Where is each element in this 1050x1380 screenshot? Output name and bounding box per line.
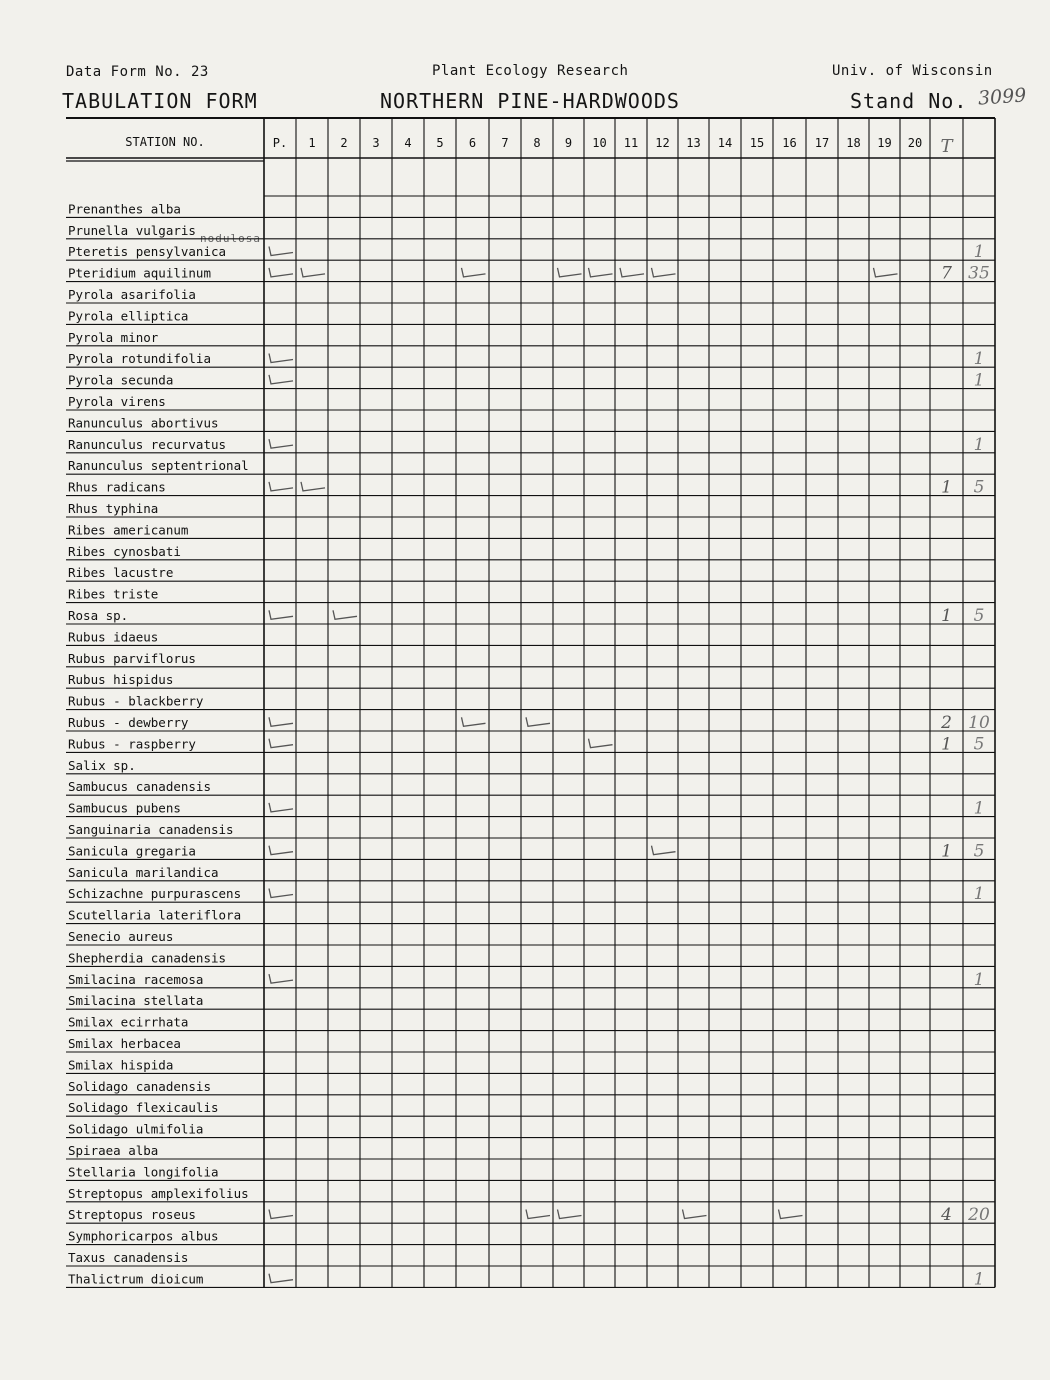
- total-count: 1: [941, 734, 952, 755]
- species-name: Smilacina stellata: [68, 993, 204, 1009]
- frequency-value: 1: [973, 1269, 985, 1290]
- species-name: Taxus canadensis: [68, 1250, 189, 1265]
- check-mark: [269, 375, 293, 384]
- total-count: 4: [941, 1205, 952, 1226]
- species-name: Salix sp.: [68, 757, 136, 773]
- frequency-value: 10: [968, 713, 990, 733]
- check-mark: [526, 1210, 550, 1219]
- frequency-value: 1: [973, 242, 985, 263]
- frequency-value: 5: [973, 734, 985, 755]
- species-name: Solidago flexicaulis: [68, 1100, 219, 1116]
- species-name: Smilax hispida: [68, 1057, 174, 1073]
- station-label: 1: [308, 136, 316, 150]
- check-mark: [269, 803, 293, 812]
- station-label: 19: [877, 136, 892, 150]
- station-label: 6: [468, 136, 477, 150]
- species-name: Rosa sp.: [68, 608, 129, 623]
- form-title: TABULATION FORM: [62, 89, 258, 113]
- check-mark: [269, 889, 293, 898]
- station-label: 12: [655, 136, 670, 150]
- check-mark: [269, 268, 293, 277]
- species-name: Sanguinaria canadensis: [68, 822, 234, 837]
- species-name: Rubus - dewberry: [68, 715, 189, 730]
- check-mark: [683, 1210, 707, 1219]
- handwritten-annotation: nodulosa: [200, 232, 261, 245]
- species-name: Shepherdia canadensis: [68, 950, 227, 966]
- species-name: Smilax ecirrhata: [68, 1014, 189, 1030]
- check-mark: [652, 846, 676, 855]
- check-mark: [462, 268, 486, 277]
- species-name: Pteretis pensylvanica: [68, 244, 227, 260]
- total-count: 7: [941, 263, 952, 284]
- check-mark: [589, 268, 613, 277]
- check-mark: [301, 482, 325, 491]
- check-mark: [269, 354, 293, 363]
- total-count: 1: [941, 477, 952, 498]
- station-label: 8: [533, 136, 541, 150]
- station-no-label: STATION NO.: [125, 135, 205, 149]
- species-name: Ribes lacustre: [68, 565, 174, 581]
- station-label: 10: [592, 136, 607, 150]
- station-label: 14: [717, 136, 733, 150]
- check-mark: [269, 717, 293, 726]
- total-count: 1: [941, 606, 952, 626]
- species-name: Solidago ulmifolia: [68, 1121, 204, 1137]
- frequency-value: 20: [968, 1205, 990, 1226]
- frequency-value: 5: [973, 841, 985, 862]
- check-mark: [620, 268, 644, 277]
- species-name: Pteridium aquilinum: [68, 265, 211, 281]
- species-name: Streptopus roseus: [68, 1207, 196, 1223]
- frequency-value: 35: [968, 263, 990, 284]
- species-name: Ribes americanum: [68, 522, 189, 538]
- form-number: Data Form No. 23: [66, 64, 209, 80]
- station-label: 11: [623, 136, 639, 150]
- species-name: Pyrola minor: [68, 329, 159, 345]
- university-label: Univ. of Wisconsin: [832, 63, 993, 79]
- station-label: 2: [340, 136, 348, 150]
- check-mark: [269, 1274, 293, 1283]
- check-mark: [269, 846, 293, 855]
- species-name: Pyrola rotundifolia: [68, 351, 211, 367]
- frequency-value: 1: [973, 370, 985, 391]
- species-name: Senecio aureus: [68, 929, 174, 944]
- check-mark: [558, 1210, 582, 1219]
- species-name: Thalictrum dioicum: [68, 1271, 204, 1287]
- station-label: 13: [686, 136, 701, 150]
- species-name: Rhus radicans: [68, 479, 166, 495]
- check-mark: [269, 482, 293, 491]
- station-label: 7: [501, 136, 509, 150]
- species-name: Symphoricarpos albus: [68, 1228, 219, 1244]
- species-name: Ranunculus recurvatus: [68, 436, 227, 452]
- check-mark: [333, 610, 357, 619]
- check-mark: [269, 439, 293, 448]
- check-mark: [558, 268, 582, 277]
- species-name: Pyrola elliptica: [68, 308, 189, 324]
- check-mark: [874, 268, 898, 277]
- station-label: 20: [907, 136, 923, 150]
- species-name: Rubus parviflorus: [68, 650, 196, 666]
- check-mark: [269, 247, 293, 256]
- research-label: Plant Ecology Research: [432, 63, 629, 79]
- frequency-value: 1: [973, 969, 985, 990]
- frequency-value: 1: [973, 349, 985, 370]
- species-name: Rubus idaeus: [68, 629, 159, 645]
- station-label: 9: [564, 136, 573, 150]
- species-name: Solidago canadensis: [68, 1078, 211, 1094]
- species-name: Pyrola asarifolia: [68, 287, 196, 302]
- station-label: 17: [814, 136, 830, 150]
- species-name: Schizachne purpurascens: [68, 886, 242, 902]
- check-mark: [269, 739, 293, 748]
- species-name: Rubus hispidus: [68, 672, 174, 688]
- check-mark: [301, 268, 325, 277]
- frequency-value: 1: [973, 434, 985, 455]
- frequency-value: 1: [973, 884, 985, 905]
- form-subtitle: NORTHERN PINE-HARDWOODS: [380, 89, 680, 113]
- species-name: Pyrola virens: [68, 394, 166, 409]
- p-column-label: P.: [272, 136, 288, 150]
- species-name: Scutellaria lateriflora: [68, 907, 242, 923]
- species-name: Sambucus canadensis: [68, 779, 211, 795]
- check-mark: [269, 610, 293, 619]
- species-name: Ranunculus septentrional: [68, 458, 249, 474]
- stand-label: Stand No.: [850, 89, 968, 113]
- check-mark: [269, 974, 293, 983]
- species-name: Rhus typhina: [68, 501, 159, 516]
- frequency-value: 5: [973, 606, 985, 626]
- check-mark: [526, 717, 550, 726]
- station-label: 15: [749, 136, 765, 150]
- frequency-value: 5: [973, 477, 985, 498]
- stand-number-handwritten: 3099: [977, 84, 1028, 110]
- check-mark: [462, 717, 486, 726]
- frequency-value: 1: [973, 798, 985, 819]
- total-count: 1: [941, 841, 952, 862]
- species-name: Spiraea alba: [68, 1143, 159, 1158]
- check-mark: [779, 1210, 803, 1219]
- total-column-label: T: [940, 136, 953, 157]
- species-name: Streptopus amplexifolius: [68, 1185, 249, 1201]
- station-label: 16: [782, 136, 797, 150]
- species-name: Sambucus pubens: [68, 800, 181, 816]
- station-label: 18: [846, 136, 861, 150]
- species-name: Ranunculus abortivus: [68, 415, 219, 431]
- species-name: Smilax herbacea: [68, 1036, 181, 1051]
- species-name: Rubus - blackberry: [68, 693, 204, 709]
- station-label: 5: [436, 136, 444, 150]
- check-mark: [589, 739, 613, 748]
- species-name: Prunella vulgaris: [68, 222, 196, 238]
- species-name: Prenanthes alba: [68, 201, 181, 217]
- check-mark: [269, 1210, 293, 1219]
- total-count: 2: [941, 713, 952, 733]
- species-name: Sanicula gregaria: [68, 843, 196, 859]
- species-name: Sanicula marilandica: [68, 864, 219, 880]
- species-name: Smilacina racemosa: [68, 971, 204, 987]
- species-name: Ribes cynosbati: [68, 543, 181, 559]
- species-name: Ribes triste: [68, 586, 159, 602]
- species-name: Pyrola secunda: [68, 372, 174, 388]
- species-name: Rubus - raspberry: [68, 736, 196, 752]
- check-mark: [652, 268, 676, 277]
- station-label: 3: [372, 136, 380, 150]
- species-name: Stellaria longifolia: [68, 1164, 219, 1180]
- station-label: 4: [404, 136, 412, 150]
